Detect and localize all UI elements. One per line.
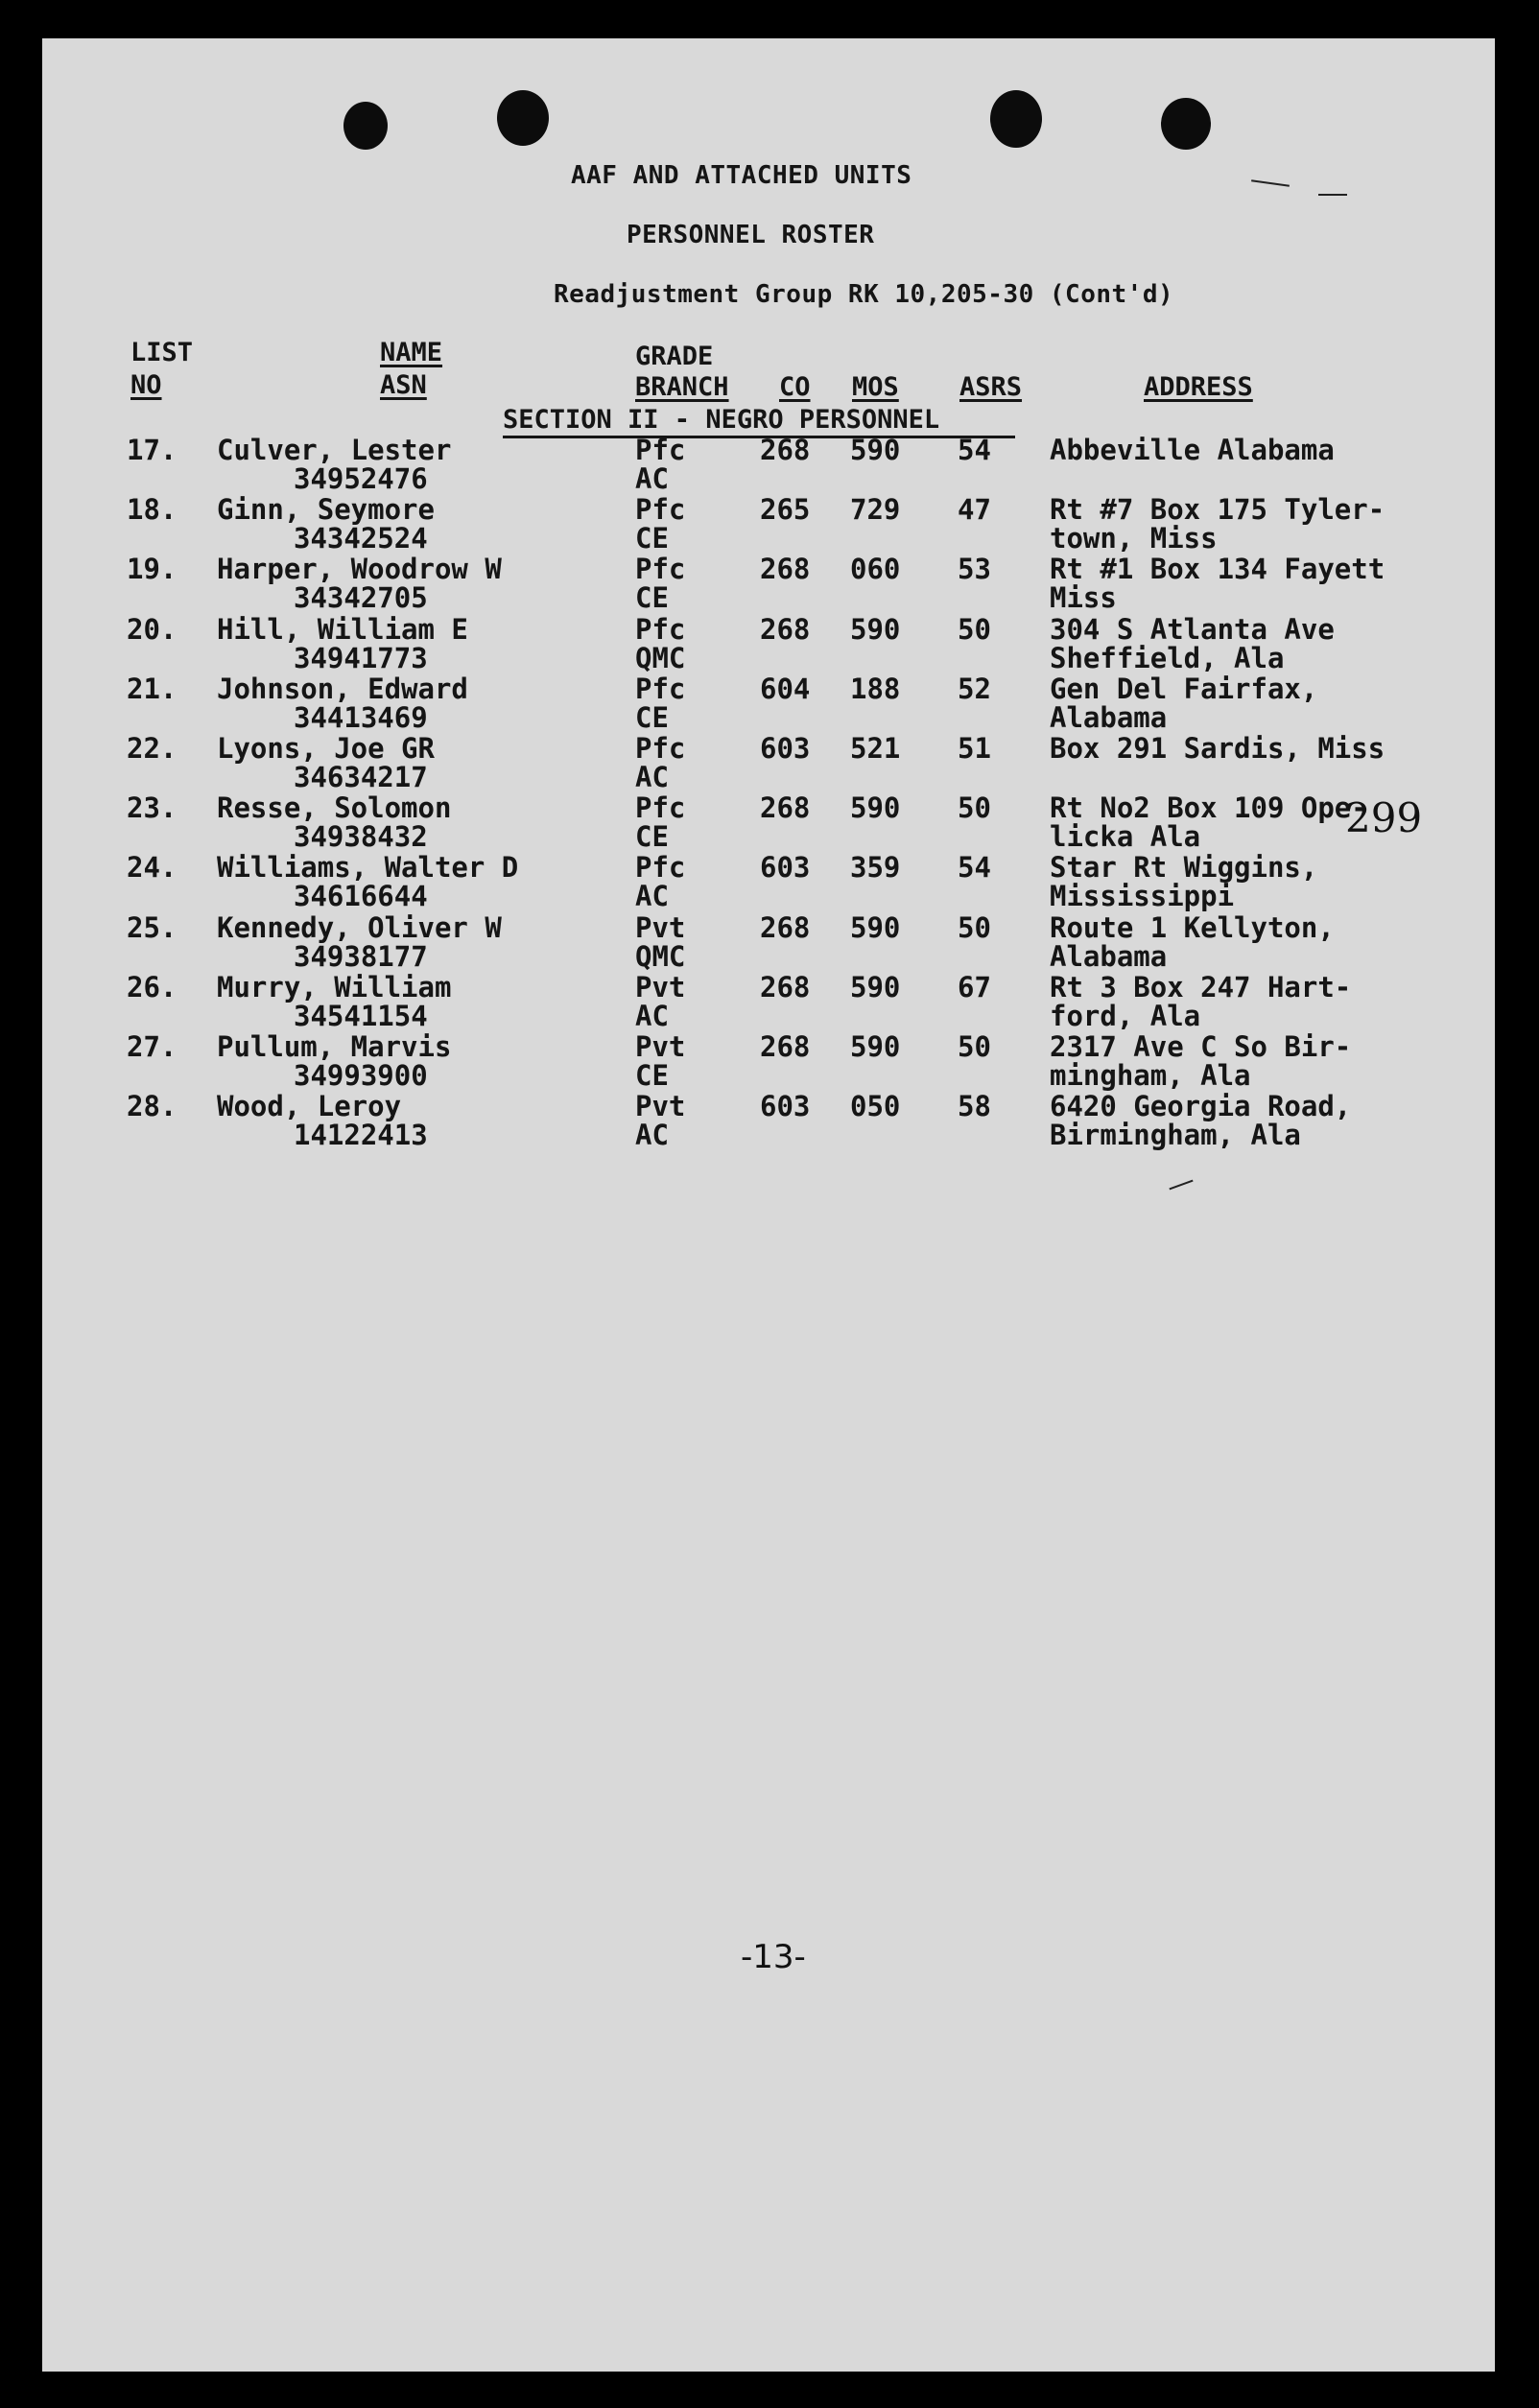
- row-name: Culver, Lester: [217, 434, 452, 466]
- row-list-no: 19.: [127, 553, 178, 586]
- row-address-line1: Box 291 Sardis, Miss: [1050, 732, 1385, 765]
- stray-mark: [1169, 1180, 1193, 1191]
- row-address-line2: town, Miss: [1050, 522, 1218, 555]
- row-asn: 34938432: [294, 820, 428, 854]
- col-no-header: NO: [130, 370, 162, 400]
- row-asrs: 52: [958, 672, 991, 705]
- row-address-line2: Mississippi: [1050, 880, 1235, 913]
- row-asrs: 67: [958, 970, 991, 1003]
- row-grade: Pfc: [635, 732, 686, 765]
- row-branch: CE: [635, 581, 669, 615]
- row-address-line2: Birmingham, Ala: [1050, 1119, 1301, 1152]
- row-list-no: 27.: [127, 1030, 178, 1063]
- punch-hole: [343, 102, 388, 150]
- stray-mark: [1318, 194, 1347, 196]
- row-grade: Pfc: [635, 791, 686, 825]
- row-list-no: 24.: [127, 851, 178, 885]
- row-asn: 34541154: [294, 999, 428, 1032]
- section-title: SECTION II - NEGRO PERSONNEL: [503, 405, 940, 435]
- row-list-no: 25.: [127, 910, 178, 944]
- row-grade: Pfc: [635, 434, 686, 466]
- row-co: 268: [760, 970, 811, 1003]
- row-asn: 34342705: [294, 581, 428, 615]
- row-address-line1: 2317 Ave C So Bir-: [1050, 1030, 1352, 1063]
- row-address-line2: Alabama: [1050, 700, 1168, 734]
- row-grade: Pvt: [635, 1090, 686, 1123]
- row-asrs: 54: [958, 434, 991, 466]
- row-list-no: 23.: [127, 791, 178, 825]
- row-co: 268: [760, 1030, 811, 1063]
- row-grade: Pfc: [635, 493, 686, 527]
- row-grade: Pfc: [635, 672, 686, 705]
- row-asrs: 54: [958, 851, 991, 885]
- row-address-line1: 304 S Atlanta Ave: [1050, 612, 1335, 646]
- col-branch-header: BRANCH: [635, 372, 729, 402]
- row-co: 268: [760, 434, 811, 466]
- row-address-line1: Star Rt Wiggins,: [1050, 851, 1318, 885]
- row-branch: AC: [635, 999, 669, 1032]
- row-list-no: 21.: [127, 672, 178, 705]
- row-asn: 34952476: [294, 462, 428, 495]
- row-name: Resse, Solomon: [217, 791, 452, 825]
- row-asrs: 53: [958, 553, 991, 586]
- row-mos: 729: [850, 493, 901, 527]
- row-asn: 34413469: [294, 700, 428, 734]
- title-line3: Readjustment Group RK 10,205-30 (Cont'd): [554, 280, 1174, 309]
- row-list-no: 17.: [127, 434, 178, 466]
- row-grade: Pfc: [635, 851, 686, 885]
- row-co: 603: [760, 1090, 811, 1123]
- title-line2: PERSONNEL ROSTER: [627, 221, 875, 249]
- row-grade: Pvt: [635, 910, 686, 944]
- row-asrs: 58: [958, 1090, 991, 1123]
- row-asn: 34941773: [294, 641, 428, 674]
- row-mos: 590: [850, 612, 901, 646]
- row-mos: 188: [850, 672, 901, 705]
- row-address-line1: Rt #7 Box 175 Tyler-: [1050, 493, 1385, 527]
- row-branch: QMC: [635, 939, 686, 973]
- row-mos: 359: [850, 851, 901, 885]
- row-asn: 34634217: [294, 761, 428, 793]
- punch-hole: [497, 90, 549, 146]
- col-asrs-header: ASRS: [959, 372, 1023, 402]
- title-line1: AAF AND ATTACHED UNITS: [571, 161, 912, 190]
- row-name: Ginn, Seymore: [217, 493, 435, 527]
- row-mos: 590: [850, 434, 901, 466]
- row-name: Kennedy, Oliver W: [217, 910, 502, 944]
- col-grade-header: GRADE: [635, 342, 714, 371]
- row-asrs: 50: [958, 612, 991, 646]
- row-mos: 590: [850, 910, 901, 944]
- row-mos: 590: [850, 1030, 901, 1063]
- row-address-line1: Rt #1 Box 134 Fayett: [1050, 553, 1385, 586]
- row-address-line1: Rt 3 Box 247 Hart-: [1050, 970, 1352, 1003]
- row-address-line1: Gen Del Fairfax,: [1050, 672, 1318, 705]
- row-asn: 34993900: [294, 1059, 428, 1092]
- row-asn: 34342524: [294, 522, 428, 555]
- row-grade: Pfc: [635, 612, 686, 646]
- row-asrs: 50: [958, 791, 991, 825]
- stamp-number: 299: [1345, 794, 1423, 841]
- row-co: 603: [760, 732, 811, 765]
- row-branch: AC: [635, 1119, 669, 1152]
- row-asn: 14122413: [294, 1119, 428, 1152]
- row-list-no: 28.: [127, 1090, 178, 1123]
- row-list-no: 22.: [127, 732, 178, 765]
- row-co: 268: [760, 553, 811, 586]
- row-grade: Pvt: [635, 970, 686, 1003]
- row-branch: CE: [635, 820, 669, 854]
- row-asrs: 50: [958, 1030, 991, 1063]
- row-address-line1: 6420 Georgia Road,: [1050, 1090, 1352, 1123]
- row-list-no: 26.: [127, 970, 178, 1003]
- row-co: 603: [760, 851, 811, 885]
- row-name: Lyons, Joe GR: [217, 732, 435, 765]
- row-name: Wood, Leroy: [217, 1090, 402, 1123]
- row-asrs: 47: [958, 493, 991, 527]
- row-asn: 34938177: [294, 939, 428, 973]
- punch-hole: [990, 90, 1042, 148]
- row-co: 268: [760, 910, 811, 944]
- row-list-no: 18.: [127, 493, 178, 527]
- punch-hole: [1161, 98, 1211, 150]
- row-name: Williams, Walter D: [217, 851, 519, 885]
- row-grade: Pfc: [635, 553, 686, 586]
- row-mos: 521: [850, 732, 901, 765]
- row-name: Murry, William: [217, 970, 452, 1003]
- row-name: Harper, Woodrow W: [217, 553, 502, 586]
- row-grade: Pvt: [635, 1030, 686, 1063]
- col-asn-header: ASN: [380, 370, 427, 400]
- row-mos: 060: [850, 553, 901, 586]
- row-name: Pullum, Marvis: [217, 1030, 452, 1063]
- row-address-line1: Rt No2 Box 109 Ope-: [1050, 791, 1368, 825]
- roster-page: [42, 38, 1495, 2372]
- row-branch: CE: [635, 1059, 669, 1092]
- col-name-header: NAME: [380, 338, 443, 367]
- stray-mark: [1251, 179, 1290, 187]
- row-co: 604: [760, 672, 811, 705]
- page-number: -13-: [741, 1938, 806, 1976]
- row-branch: AC: [635, 761, 669, 793]
- row-address-line2: Alabama: [1050, 939, 1168, 973]
- row-address-line2: mingham, Ala: [1050, 1059, 1251, 1092]
- row-name: Hill, William E: [217, 612, 468, 646]
- row-co: 268: [760, 612, 811, 646]
- row-branch: CE: [635, 522, 669, 555]
- col-list-header: LIST: [130, 338, 194, 367]
- row-address-line2: ford, Ala: [1050, 999, 1201, 1032]
- row-branch: QMC: [635, 641, 686, 674]
- row-mos: 590: [850, 791, 901, 825]
- row-mos: 050: [850, 1090, 901, 1123]
- row-address-line2: Sheffield, Ala: [1050, 641, 1285, 674]
- row-address-line1: Abbeville Alabama: [1050, 434, 1335, 466]
- row-branch: AC: [635, 880, 669, 913]
- row-address-line2: Miss: [1050, 581, 1117, 615]
- row-branch: AC: [635, 462, 669, 495]
- row-address-line2: licka Ala: [1050, 820, 1201, 854]
- row-list-no: 20.: [127, 612, 178, 646]
- row-asrs: 51: [958, 732, 991, 765]
- row-asrs: 50: [958, 910, 991, 944]
- row-co: 265: [760, 493, 811, 527]
- col-address-header: ADDRESS: [1144, 372, 1253, 402]
- col-co-header: CO: [779, 372, 811, 402]
- row-co: 268: [760, 791, 811, 825]
- row-mos: 590: [850, 970, 901, 1003]
- row-name: Johnson, Edward: [217, 672, 468, 705]
- row-address-line1: Route 1 Kellyton,: [1050, 910, 1335, 944]
- row-branch: CE: [635, 700, 669, 734]
- section-underline: [503, 436, 1015, 438]
- col-mos-header: MOS: [852, 372, 899, 402]
- row-asn: 34616644: [294, 880, 428, 913]
